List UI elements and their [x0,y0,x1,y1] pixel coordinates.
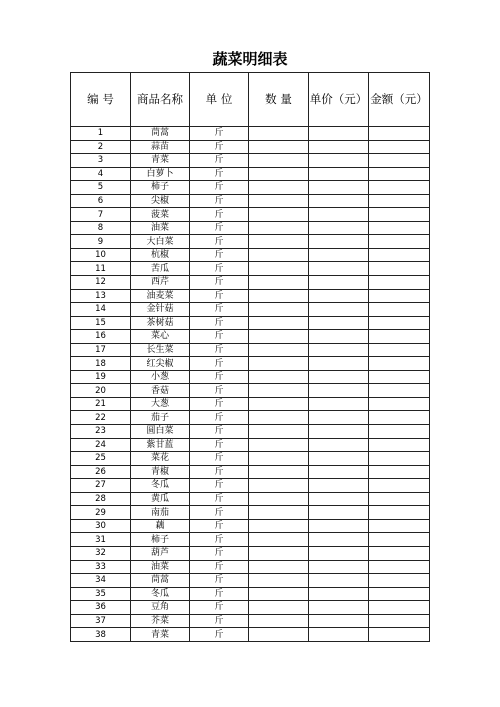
product-name: 茶树菇 [131,316,190,330]
header-quantity: 数 量 [249,73,309,127]
product-name: 白萝卜 [131,167,190,181]
unit-price-cell[interactable] [309,357,369,371]
quantity-cell[interactable] [249,601,309,615]
unit-price-cell[interactable] [309,560,369,574]
quantity-cell[interactable] [249,506,309,520]
unit-price-cell[interactable] [309,452,369,466]
product-unit: 斤 [190,276,249,290]
unit-price-cell[interactable] [309,303,369,317]
unit-price-cell[interactable] [309,384,369,398]
table-row [71,316,430,330]
table-row [71,343,430,357]
quantity-cell[interactable] [249,235,309,249]
product-unit: 斤 [190,506,249,520]
table-row [71,506,430,520]
table-row [71,479,430,493]
unit-price-cell[interactable] [309,235,369,249]
quantity-cell[interactable] [249,614,309,628]
amount-cell[interactable] [369,221,430,235]
product-name: 青菜 [131,628,190,642]
amount-cell[interactable] [369,628,430,642]
quantity-cell[interactable] [249,438,309,452]
table-row [71,289,430,303]
amount-cell[interactable] [369,316,430,330]
product-unit: 斤 [190,411,249,425]
unit-price-cell[interactable] [309,330,369,344]
product-unit: 斤 [190,492,249,506]
unit-price-cell[interactable] [309,506,369,520]
table-row [71,425,430,439]
table-row [71,411,430,425]
row-number: 16 [71,330,131,344]
product-unit: 斤 [190,479,249,493]
product-unit: 斤 [190,438,249,452]
header-row [71,73,430,127]
table-row [71,601,430,615]
row-number: 5 [71,181,131,195]
amount-cell[interactable] [369,574,430,588]
row-number: 30 [71,519,131,533]
table-row [71,370,430,384]
product-name: 菠菜 [131,208,190,222]
product-unit: 斤 [190,370,249,384]
product-name: 黄瓜 [131,492,190,506]
amount-cell[interactable] [369,357,430,371]
row-number: 9 [71,235,131,249]
quantity-cell[interactable] [249,276,309,290]
table-row [71,397,430,411]
unit-price-cell[interactable] [309,587,369,601]
unit-price-cell[interactable] [309,154,369,168]
amount-cell[interactable] [369,533,430,547]
table-row [71,628,430,642]
table-row [71,546,430,560]
product-name: 芥菜 [131,614,190,628]
product-name: 尖椒 [131,194,190,208]
amount-cell[interactable] [369,492,430,506]
product-name: 油麦菜 [131,289,190,303]
amount-cell[interactable] [369,411,430,425]
table-row [71,384,430,398]
unit-price-cell[interactable] [309,628,369,642]
table-row [71,154,430,168]
product-name: 菜心 [131,330,190,344]
amount-cell[interactable] [369,343,430,357]
product-name: 西芹 [131,276,190,290]
product-unit: 斤 [190,343,249,357]
product-name: 圆白菜 [131,425,190,439]
unit-price-cell[interactable] [309,397,369,411]
row-number: 33 [71,560,131,574]
unit-price-cell[interactable] [309,546,369,560]
table-row [71,221,430,235]
row-number: 27 [71,479,131,493]
table-row [71,587,430,601]
quantity-cell[interactable] [249,519,309,533]
amount-cell[interactable] [369,167,430,181]
amount-cell[interactable] [369,452,430,466]
amount-cell[interactable] [369,303,430,317]
table-row [71,330,430,344]
unit-price-cell[interactable] [309,479,369,493]
amount-cell[interactable] [369,465,430,479]
product-name: 油菜 [131,221,190,235]
table-row [71,614,430,628]
quantity-cell[interactable] [249,127,309,141]
quantity-cell[interactable] [249,357,309,371]
table-row [71,167,430,181]
amount-cell[interactable] [369,397,430,411]
quantity-cell[interactable] [249,140,309,154]
product-unit: 斤 [190,154,249,168]
amount-cell[interactable] [369,235,430,249]
amount-cell[interactable] [369,140,430,154]
amount-cell[interactable] [369,330,430,344]
unit-price-cell[interactable] [309,574,369,588]
unit-price-cell[interactable] [309,533,369,547]
product-unit: 斤 [190,601,249,615]
quantity-cell[interactable] [249,628,309,642]
header-name: 商品名称 [131,73,190,127]
product-name: 紫甘蓝 [131,438,190,452]
product-unit: 斤 [190,167,249,181]
amount-cell[interactable] [369,370,430,384]
product-unit: 斤 [190,303,249,317]
amount-cell[interactable] [369,181,430,195]
row-number: 35 [71,587,131,601]
product-name: 油菜 [131,560,190,574]
row-number: 22 [71,411,131,425]
row-number: 25 [71,452,131,466]
product-unit: 斤 [190,452,249,466]
row-number: 15 [71,316,131,330]
product-unit: 斤 [190,330,249,344]
quantity-cell[interactable] [249,167,309,181]
page-title: 蔬菜明细表 [212,50,288,68]
unit-price-cell[interactable] [309,208,369,222]
quantity-cell[interactable] [249,289,309,303]
product-unit: 斤 [190,248,249,262]
row-number: 10 [71,248,131,262]
amount-cell[interactable] [369,276,430,290]
table-row [71,248,430,262]
quantity-cell[interactable] [249,425,309,439]
table-row [71,574,430,588]
unit-price-cell[interactable] [309,465,369,479]
product-name: 大葱 [131,397,190,411]
unit-price-cell[interactable] [309,194,369,208]
product-name: 南茄 [131,506,190,520]
table-row [71,208,430,222]
unit-price-cell[interactable] [309,425,369,439]
unit-price-cell[interactable] [309,370,369,384]
unit-price-cell[interactable] [309,276,369,290]
quantity-cell[interactable] [249,546,309,560]
quantity-cell[interactable] [249,452,309,466]
amount-cell[interactable] [369,208,430,222]
row-number: 36 [71,601,131,615]
product-name: 茼蒿 [131,574,190,588]
product-name: 柿子 [131,181,190,195]
product-name: 柿子 [131,533,190,547]
quantity-cell[interactable] [249,248,309,262]
quantity-cell[interactable] [249,397,309,411]
unit-price-cell[interactable] [309,519,369,533]
product-unit: 斤 [190,357,249,371]
amount-cell[interactable] [369,194,430,208]
product-name: 冬瓜 [131,479,190,493]
header-no: 编 号 [71,73,131,127]
product-unit: 斤 [190,425,249,439]
product-name: 茼蒿 [131,127,190,141]
product-name: 青椒 [131,465,190,479]
product-unit: 斤 [190,560,249,574]
header-amount: 金额（元） [369,73,430,127]
table-row [71,276,430,290]
amount-cell[interactable] [369,506,430,520]
product-name: 菜花 [131,452,190,466]
amount-cell[interactable] [369,601,430,615]
product-name: 香菇 [131,384,190,398]
row-number: 13 [71,289,131,303]
row-number: 4 [71,167,131,181]
table-row [71,465,430,479]
product-unit: 斤 [190,384,249,398]
unit-price-cell[interactable] [309,140,369,154]
table-row [71,357,430,371]
amount-cell[interactable] [369,438,430,452]
row-number: 8 [71,221,131,235]
quantity-cell[interactable] [249,262,309,276]
quantity-cell[interactable] [249,492,309,506]
row-number: 38 [71,628,131,642]
table-row [71,181,430,195]
table-row [71,492,430,506]
product-unit: 斤 [190,628,249,642]
product-unit: 斤 [190,519,249,533]
product-name: 金针菇 [131,303,190,317]
header-unit-price: 单价（元） [309,73,369,127]
amount-cell[interactable] [369,384,430,398]
product-unit: 斤 [190,574,249,588]
quantity-cell[interactable] [249,574,309,588]
row-number: 34 [71,574,131,588]
amount-cell[interactable] [369,479,430,493]
product-name: 小葱 [131,370,190,384]
product-name: 藕 [131,519,190,533]
amount-cell[interactable] [369,425,430,439]
unit-price-cell[interactable] [309,316,369,330]
row-number: 11 [71,262,131,276]
table-row [71,140,430,154]
amount-cell[interactable] [369,519,430,533]
row-number: 19 [71,370,131,384]
amount-cell[interactable] [369,546,430,560]
product-unit: 斤 [190,208,249,222]
row-number: 2 [71,140,131,154]
quantity-cell[interactable] [249,587,309,601]
quantity-cell[interactable] [249,533,309,547]
product-name: 葫芦 [131,546,190,560]
product-unit: 斤 [190,127,249,141]
product-name: 蒜苗 [131,140,190,154]
table-row [71,235,430,249]
quantity-cell[interactable] [249,316,309,330]
quantity-cell[interactable] [249,465,309,479]
quantity-cell[interactable] [249,370,309,384]
product-unit: 斤 [190,262,249,276]
unit-price-cell[interactable] [309,492,369,506]
quantity-cell[interactable] [249,560,309,574]
table-row [71,452,430,466]
product-name: 苦瓜 [131,262,190,276]
unit-price-cell[interactable] [309,127,369,141]
quantity-cell[interactable] [249,154,309,168]
unit-price-cell[interactable] [309,167,369,181]
quantity-cell[interactable] [249,479,309,493]
table-row [71,519,430,533]
row-number: 18 [71,357,131,371]
row-number: 17 [71,343,131,357]
table-row [71,533,430,547]
row-number: 12 [71,276,131,290]
quantity-cell[interactable] [249,384,309,398]
unit-price-cell[interactable] [309,614,369,628]
amount-cell[interactable] [369,127,430,141]
row-number: 24 [71,438,131,452]
quantity-cell[interactable] [249,411,309,425]
unit-price-cell[interactable] [309,438,369,452]
table-row [71,438,430,452]
row-number: 1 [71,127,131,141]
row-number: 32 [71,546,131,560]
unit-price-cell[interactable] [309,262,369,276]
table-body [71,127,430,642]
row-number: 23 [71,425,131,439]
amount-cell[interactable] [369,614,430,628]
row-number: 3 [71,154,131,168]
table-row [71,303,430,317]
product-unit: 斤 [190,289,249,303]
product-name: 冬瓜 [131,587,190,601]
product-unit: 斤 [190,614,249,628]
amount-cell[interactable] [369,587,430,601]
product-unit: 斤 [190,316,249,330]
row-number: 21 [71,397,131,411]
quantity-cell[interactable] [249,194,309,208]
quantity-cell[interactable] [249,303,309,317]
table-row [71,262,430,276]
unit-price-cell[interactable] [309,248,369,262]
product-unit: 斤 [190,235,249,249]
amount-cell[interactable] [369,262,430,276]
amount-cell[interactable] [369,154,430,168]
table-row [71,560,430,574]
row-number: 14 [71,303,131,317]
row-number: 28 [71,492,131,506]
row-number: 31 [71,533,131,547]
product-name: 长生菜 [131,343,190,357]
row-number: 29 [71,506,131,520]
product-unit: 斤 [190,194,249,208]
header-unit: 单 位 [190,73,249,127]
row-number: 7 [71,208,131,222]
row-number: 20 [71,384,131,398]
row-number: 6 [71,194,131,208]
product-unit: 斤 [190,533,249,547]
product-name: 青菜 [131,154,190,168]
row-number: 37 [71,614,131,628]
unit-price-cell[interactable] [309,289,369,303]
product-name: 茄子 [131,411,190,425]
table-row [71,127,430,141]
table-row [71,194,430,208]
unit-price-cell[interactable] [309,411,369,425]
quantity-cell[interactable] [249,330,309,344]
amount-cell[interactable] [369,248,430,262]
quantity-cell[interactable] [249,181,309,195]
unit-price-cell[interactable] [309,221,369,235]
quantity-cell[interactable] [249,221,309,235]
product-name: 杭椒 [131,248,190,262]
vegetable-table [70,72,430,642]
product-unit: 斤 [190,587,249,601]
product-unit: 斤 [190,221,249,235]
quantity-cell[interactable] [249,343,309,357]
product-name: 红尖椒 [131,357,190,371]
amount-cell[interactable] [369,560,430,574]
product-name: 大白菜 [131,235,190,249]
unit-price-cell[interactable] [309,343,369,357]
amount-cell[interactable] [369,289,430,303]
unit-price-cell[interactable] [309,601,369,615]
product-name: 豆角 [131,601,190,615]
product-unit: 斤 [190,140,249,154]
unit-price-cell[interactable] [309,181,369,195]
product-unit: 斤 [190,546,249,560]
product-unit: 斤 [190,397,249,411]
product-unit: 斤 [190,181,249,195]
row-number: 26 [71,465,131,479]
product-unit: 斤 [190,465,249,479]
quantity-cell[interactable] [249,208,309,222]
